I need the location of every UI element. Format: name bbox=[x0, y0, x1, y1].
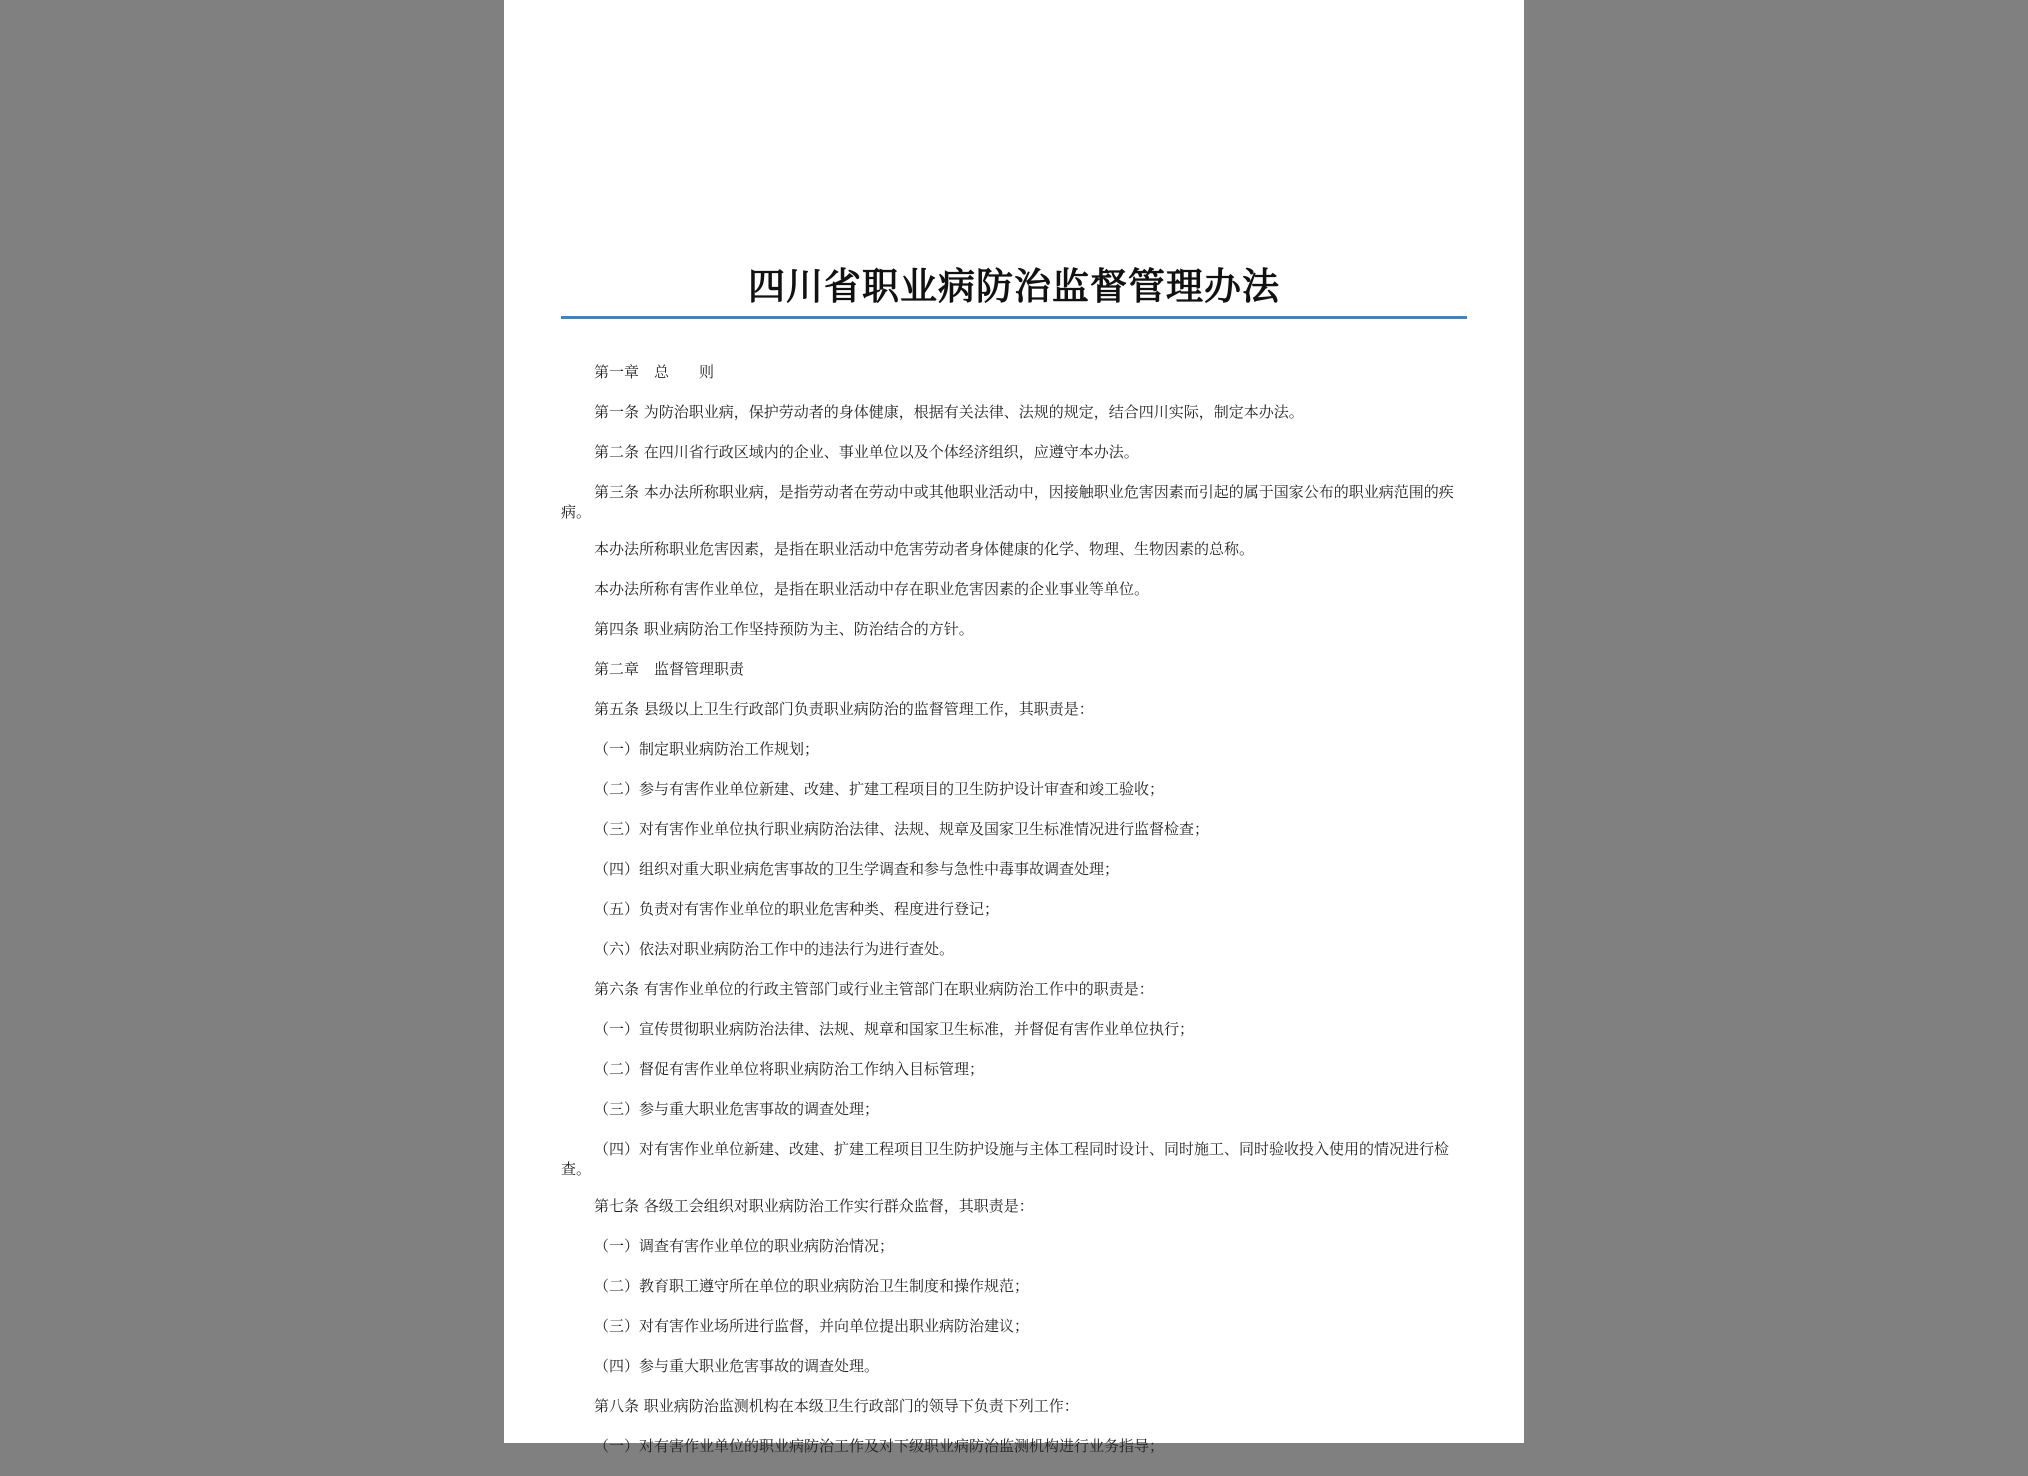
article-paragraph: 第三条 本办法所称职业病，是指劳动者在劳动中或其他职业活动中，因接触职业危害因素而引起的属于国家公布的职业病范围的疾病。 bbox=[561, 483, 1454, 521]
chapter-heading: 第一章 总 则 bbox=[594, 363, 715, 381]
article-paragraph: 第七条 各级工会组织对职业病防治工作实行群众监督，其职责是： bbox=[594, 1197, 1034, 1215]
document-title: 四川省职业病防治监督管理办法 bbox=[748, 264, 1280, 308]
list-item: （二）参与有害作业单位新建、改建、扩建工程项目的卫生防护设计审查和竣工验收； bbox=[594, 780, 1165, 798]
list-item: （三）对有害作业场所进行监督，并向单位提出职业病防治建议； bbox=[594, 1317, 1030, 1335]
list-item: （一）宣传贯彻职业病防治法律、法规、规章和国家卫生标准，并督促有害作业单位执行； bbox=[594, 1020, 1195, 1038]
list-item: （一）调查有害作业单位的职业病防治情况； bbox=[594, 1237, 895, 1255]
article-paragraph: 本办法所称有害作业单位，是指在职业活动中存在职业危害因素的企业事业等单位。 bbox=[594, 580, 1150, 598]
list-item: （六）依法对职业病防治工作中的违法行为进行查处。 bbox=[594, 940, 955, 958]
list-item: （一）对有害作业单位的职业病防治工作及对下级职业病防治监测机构进行业务指导； bbox=[594, 1437, 1165, 1455]
list-item: （四）参与重大职业危害事故的调查处理。 bbox=[594, 1357, 880, 1375]
article-paragraph: 第四条 职业病防治工作坚持预防为主、防治结合的方针。 bbox=[594, 620, 974, 638]
article-paragraph: 第一条 为防治职业病，保护劳动者的身体健康，根据有关法律、法规的规定，结合四川实际，制定本办法。 bbox=[594, 403, 1304, 421]
list-item: （三）参与重大职业危害事故的调查处理； bbox=[594, 1100, 880, 1118]
list-item: （五）负责对有害作业单位的职业危害种类、程度进行登记； bbox=[594, 900, 1000, 918]
article-paragraph: 第八条 职业病防治监测机构在本级卫生行政部门的领导下负责下列工作： bbox=[594, 1397, 1079, 1415]
document-page bbox=[504, 0, 1524, 1455]
article-paragraph: 第二条 在四川省行政区域内的企业、事业单位以及个体经济组织，应遵守本办法。 bbox=[594, 443, 1139, 461]
list-item: （一）制定职业病防治工作规划； bbox=[594, 740, 820, 758]
article-paragraph: 本办法所称职业危害因素，是指在职业活动中危害劳动者身体健康的化学、物理、生物因素的总称。 bbox=[594, 540, 1255, 558]
list-item: （三）对有害作业单位执行职业病防治法律、法规、规章及国家卫生标准情况进行监督检查； bbox=[594, 820, 1210, 838]
document-body bbox=[561, 362, 1467, 1476]
article-paragraph: 第五条 县级以上卫生行政部门负责职业病防治的监督管理工作，其职责是： bbox=[594, 700, 1094, 718]
list-item: （二）督促有害作业单位将职业病防治工作纳入目标管理； bbox=[594, 1060, 985, 1078]
list-item: （四）组织对重大职业病危害事故的卫生学调查和参与急性中毒事故调查处理； bbox=[594, 860, 1120, 878]
article-paragraph: 第六条 有害作业单位的行政主管部门或行业主管部门在职业病防治工作中的职责是： bbox=[594, 980, 1154, 998]
title-divider bbox=[561, 316, 1467, 319]
list-item: （四）对有害作业单位新建、改建、扩建工程项目卫生防护设施与主体工程同时设计、同时施工、同时验收投入使用的情况进行检查。 bbox=[561, 1140, 1450, 1178]
chapter-heading: 第二章 监督管理职责 bbox=[594, 660, 745, 678]
list-item: （二）教育职工遵守所在单位的职业病防治卫生制度和操作规范； bbox=[594, 1277, 1030, 1295]
